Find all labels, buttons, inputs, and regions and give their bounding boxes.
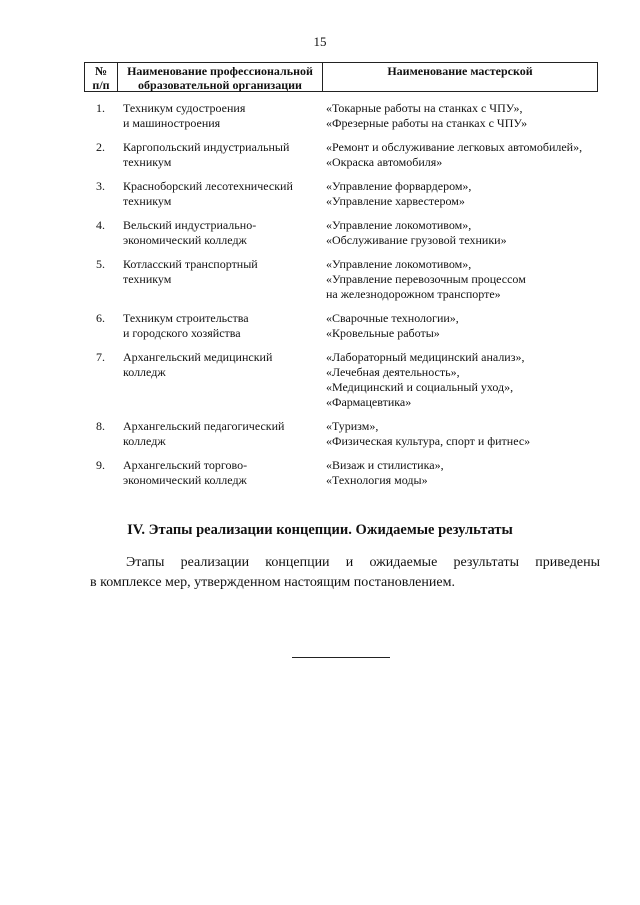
organization-name-line: техникум bbox=[123, 155, 172, 169]
table-row bbox=[84, 101, 598, 131]
table-row bbox=[84, 179, 598, 209]
end-divider bbox=[292, 657, 390, 658]
row-number: 9. bbox=[96, 458, 105, 472]
workshop-name-line: «Ремонт и обслуживание легковых автомобилей», bbox=[326, 140, 583, 154]
organization-name-line: и городского хозяйства bbox=[123, 326, 241, 340]
table-row bbox=[84, 140, 598, 170]
paragraph-line: в комплексе мер, утвержденном настоящим постановлением. bbox=[90, 575, 455, 590]
table-row bbox=[84, 311, 598, 341]
workshop-name-line: «Технология моды» bbox=[326, 473, 428, 487]
organization-name-line: колледж bbox=[123, 434, 166, 448]
organization-name bbox=[117, 350, 322, 410]
workshop-names bbox=[322, 101, 598, 131]
organization-name bbox=[117, 218, 322, 248]
organization-name-line: Техникум строительства bbox=[123, 311, 249, 325]
workshop-name-line: «Окраска автомобиля» bbox=[326, 155, 443, 169]
organization-name-line: экономический колледж bbox=[123, 233, 247, 247]
organization-name bbox=[117, 101, 322, 131]
row-number: 4. bbox=[96, 218, 105, 232]
table-header bbox=[84, 62, 598, 92]
workshop-names bbox=[322, 257, 598, 302]
organization-name bbox=[117, 179, 322, 209]
table-row bbox=[84, 350, 598, 410]
organization-name-line: Архангельский торгово- bbox=[123, 458, 248, 472]
row-number: 1. bbox=[96, 101, 105, 115]
organization-name-line: экономический колледж bbox=[123, 473, 247, 487]
workshop-name-line: «Лабораторный медицинский анализ», bbox=[326, 350, 525, 364]
row-number: 5. bbox=[96, 257, 105, 271]
organization-name bbox=[117, 311, 322, 341]
paragraph-line: Этапы реализации концепции и ожидаемые результаты приведены bbox=[126, 555, 600, 570]
organization-name-line: колледж bbox=[123, 365, 166, 379]
table-row bbox=[84, 218, 598, 248]
section-title: IV. Этапы реализации концепции. Ожидаемые результаты bbox=[127, 522, 513, 538]
row-number: 2. bbox=[96, 140, 105, 154]
header-organization-line: образовательной организации bbox=[138, 78, 302, 92]
header-number-line: п/п bbox=[92, 78, 110, 92]
organization-name bbox=[117, 458, 322, 488]
workshop-name-line: «Управление перевозочным процессом bbox=[326, 272, 526, 286]
organization-name-line: Красноборский лесотехнический bbox=[123, 179, 293, 193]
workshop-name-line: «Кровельные работы» bbox=[326, 326, 440, 340]
header-workshop bbox=[323, 63, 597, 91]
page-number: 15 bbox=[313, 34, 327, 49]
organization-name bbox=[117, 257, 322, 302]
organization-name-line: Вельский индустриально- bbox=[123, 218, 257, 232]
workshop-names bbox=[322, 218, 598, 248]
header-number bbox=[85, 63, 118, 91]
workshop-name-line: «Лечебная деятельность», bbox=[326, 365, 460, 379]
workshop-name-line: «Фрезерные работы на станках с ЧПУ» bbox=[326, 116, 528, 130]
workshop-names bbox=[322, 350, 598, 410]
organization-name-line: и машиностроения bbox=[123, 116, 221, 130]
table-row bbox=[84, 257, 598, 302]
workshop-name-line: «Управление форвардером», bbox=[326, 179, 472, 193]
table-body bbox=[84, 101, 598, 497]
workshop-name-line: «Управление локомотивом», bbox=[326, 218, 472, 232]
workshop-names bbox=[322, 458, 598, 488]
organization-name bbox=[117, 140, 322, 170]
workshop-names bbox=[322, 311, 598, 341]
section-paragraph bbox=[90, 553, 600, 593]
workshop-name-line: на железнодорожном транспорте» bbox=[326, 287, 501, 301]
organization-name bbox=[117, 419, 322, 449]
row-number: 7. bbox=[96, 350, 105, 364]
header-number-line: № bbox=[94, 64, 108, 78]
organization-name-line: Каргопольский индустриальный bbox=[123, 140, 290, 154]
workshop-name-line: «Сварочные технологии», bbox=[326, 311, 459, 325]
organization-name-line: Архангельский медицинский bbox=[123, 350, 273, 364]
organization-name-line: техникум bbox=[123, 272, 172, 286]
table-row bbox=[84, 419, 598, 449]
workshop-name-line: «Медицинский и социальный уход», bbox=[326, 380, 514, 394]
header-organization bbox=[118, 63, 323, 91]
header-workshop-line: Наименование мастерской bbox=[387, 64, 533, 78]
workshop-name-line: «Управление харвестером» bbox=[326, 194, 465, 208]
row-number: 6. bbox=[96, 311, 105, 325]
organization-name-line: Архангельский педагогический bbox=[123, 419, 285, 433]
workshop-names bbox=[322, 419, 598, 449]
workshop-name-line: «Визаж и стилистика», bbox=[326, 458, 444, 472]
workshop-name-line: «Фармацевтика» bbox=[326, 395, 412, 409]
row-number: 8. bbox=[96, 419, 105, 433]
organization-name-line: техникум bbox=[123, 194, 172, 208]
table-row bbox=[84, 458, 598, 488]
header-organization-line: Наименование профессиональной bbox=[127, 64, 313, 78]
workshop-name-line: «Управление локомотивом», bbox=[326, 257, 472, 271]
organization-name-line: Техникум судостроения bbox=[123, 101, 246, 115]
workshop-name-line: «Физическая культура, спорт и фитнес» bbox=[326, 434, 531, 448]
workshop-names bbox=[322, 140, 598, 170]
workshop-name-line: «Обслуживание грузовой техники» bbox=[326, 233, 507, 247]
workshop-names bbox=[322, 179, 598, 209]
workshop-name-line: «Туризм», bbox=[326, 419, 379, 433]
workshop-name-line: «Токарные работы на станках с ЧПУ», bbox=[326, 101, 523, 115]
organization-name-line: Котласский транспортный bbox=[123, 257, 258, 271]
row-number: 3. bbox=[96, 179, 105, 193]
